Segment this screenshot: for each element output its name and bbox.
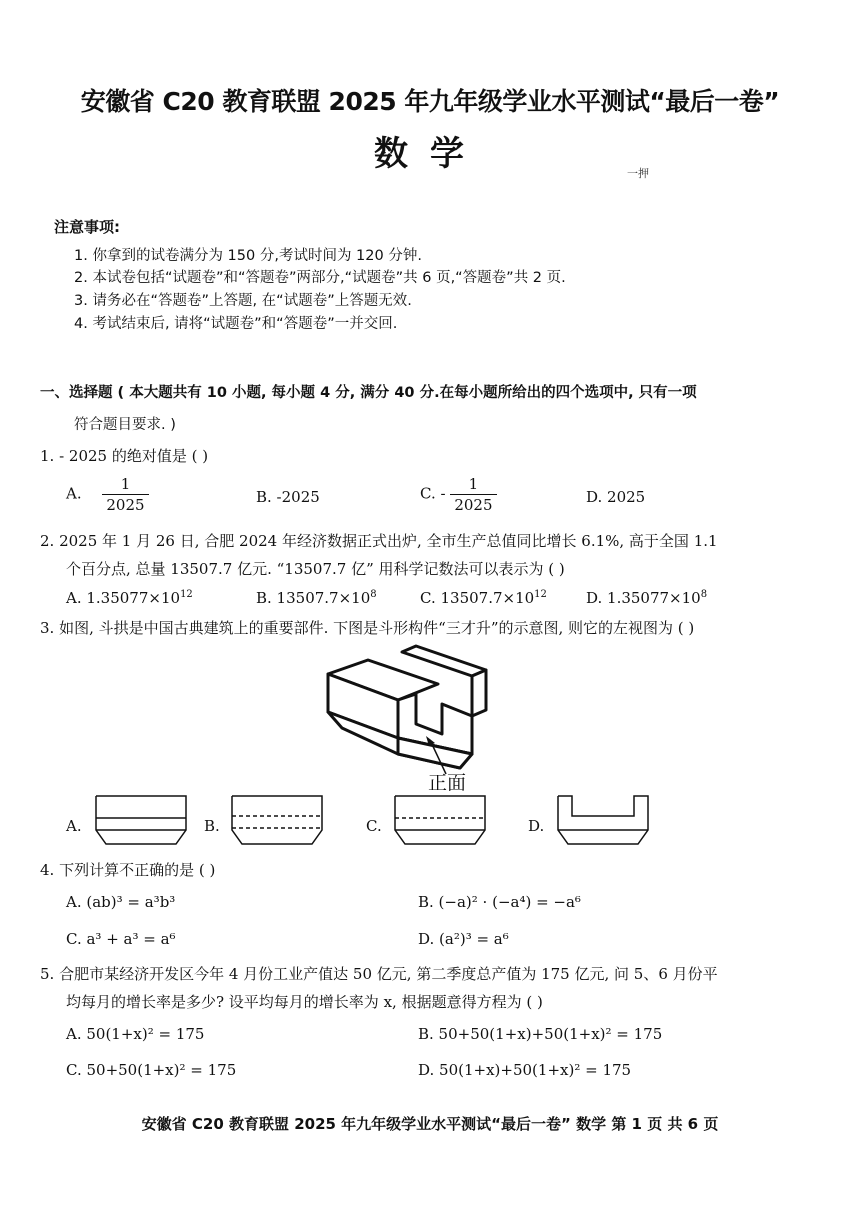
q2-stem-line2: 个百分点, 总量 13507.7 亿元. “13507.7 亿” 用科学记数法可以表示为 ( ) (66, 560, 565, 578)
q3-stem: 3. 如图, 斗拱是中国古典建筑上的重要部件. 下图是斗形构件“三才升”的示意图, 则它的左视图为 ( ) (40, 619, 695, 637)
q3-option-c-figure (393, 794, 487, 848)
page-footer: 安徽省 C20 教育联盟 2025 年九年级学业水平测试“最后一卷” 数学 第 1 页 共 6 页 (141, 1115, 719, 1133)
front-label: 正面 (428, 772, 467, 794)
q1-option-b: B. -2025 (256, 488, 320, 506)
sancaisheng-figure (320, 642, 520, 802)
section-1-heading-cont: 符合题目要求. ) (74, 417, 176, 433)
q5-option-a: A. 50(1+x)² = 175 (66, 1025, 205, 1043)
q3-option-a-figure (94, 794, 188, 848)
exam-title: 安徽省 C20 教育联盟 2025 年九年级学业水平测试“最后一卷” (80, 87, 780, 116)
q2-option-a: A. $1.35077\times 10^{12}$ (66, 589, 193, 607)
q2-option-b: B. $13507.7\times 10^8$ (256, 589, 377, 607)
handwritten-mark: 一押 (627, 167, 649, 180)
q5-option-b: B. 50+50(1+x)+50(1+x)² = 175 (418, 1025, 663, 1043)
notice-heading: 注意事项: (54, 218, 120, 236)
subject-title: 数学 (374, 134, 486, 174)
q3-option-d-figure (556, 794, 656, 848)
q1-option-a: A. $\frac{1}{2025}$ (66, 474, 149, 515)
q2-option-d: D. $1.35077\times 10^8$ (586, 589, 708, 607)
q2-stem-line1: 2. 2025 年 1 月 26 日, 合肥 2024 年经济数据正式出炉, 全市生产总值同比增长 6.1%, 高于全国 1.1 (40, 532, 718, 550)
q5-stem-line2: 均每月的增长率是多少? 设平均每月的增长率为 x, 根据题意得方程为 ( ) (66, 993, 543, 1011)
q4-option-d: D. (a²)³ = a⁶ (418, 930, 509, 948)
q2-option-c: C. $13507.7\times 10^{12}$ (420, 589, 547, 607)
section-1-heading: 一、选择题 ( 本大题共有 10 小题, 每小题 4 分, 满分 40 分.在每小题所给出的四个选项中, 只有一项 (40, 385, 697, 401)
q3-option-b-label: B. (204, 817, 220, 835)
q3-option-c-label: C. (366, 817, 382, 835)
q1-option-d: D. 2025 (586, 488, 646, 506)
q5-stem-line1: 5. 合肥市某经济开发区今年 4 月份工业产值达 50 亿元, 第二季度总产值为 175 亿元, 问 5、6 月份平 (40, 965, 718, 983)
notice-item-1: 1. 你拿到的试卷满分为 150 分,考试时间为 120 分钟. (74, 248, 422, 264)
q4-stem: 4. 下列计算不正确的是 ( ) (40, 861, 216, 879)
q4-option-b: B. (−a)² · (−a⁴) = −a⁶ (418, 893, 581, 911)
notice-item-2: 2. 本试卷包括“试题卷”和“答题卷”两部分,“试题卷”共 6 页,“答题卷”共 2 页. (74, 270, 566, 286)
q1-stem: 1. - 2025 的绝对值是 ( ) (40, 447, 209, 465)
q4-option-c: C. a³ + a³ = a⁶ (66, 930, 176, 948)
q4-option-a: A. (ab)³ = a³b³ (66, 893, 176, 911)
q5-option-c: C. 50+50(1+x)² = 175 (66, 1061, 237, 1079)
q5-option-d: D. 50(1+x)+50(1+x)² = 175 (418, 1061, 632, 1079)
q3-option-b-figure (230, 794, 324, 848)
q3-option-a-label: A. (66, 817, 82, 835)
q1-option-c: C. - $\frac{1}{2025}$ (420, 474, 497, 515)
notice-item-4: 4. 考试结束后, 请将“试题卷”和“答题卷”一并交回. (74, 316, 398, 332)
notice-item-3: 3. 请务必在“答题卷”上答题, 在“试题卷”上答题无效. (74, 293, 412, 309)
q3-option-d-label: D. (528, 817, 545, 835)
